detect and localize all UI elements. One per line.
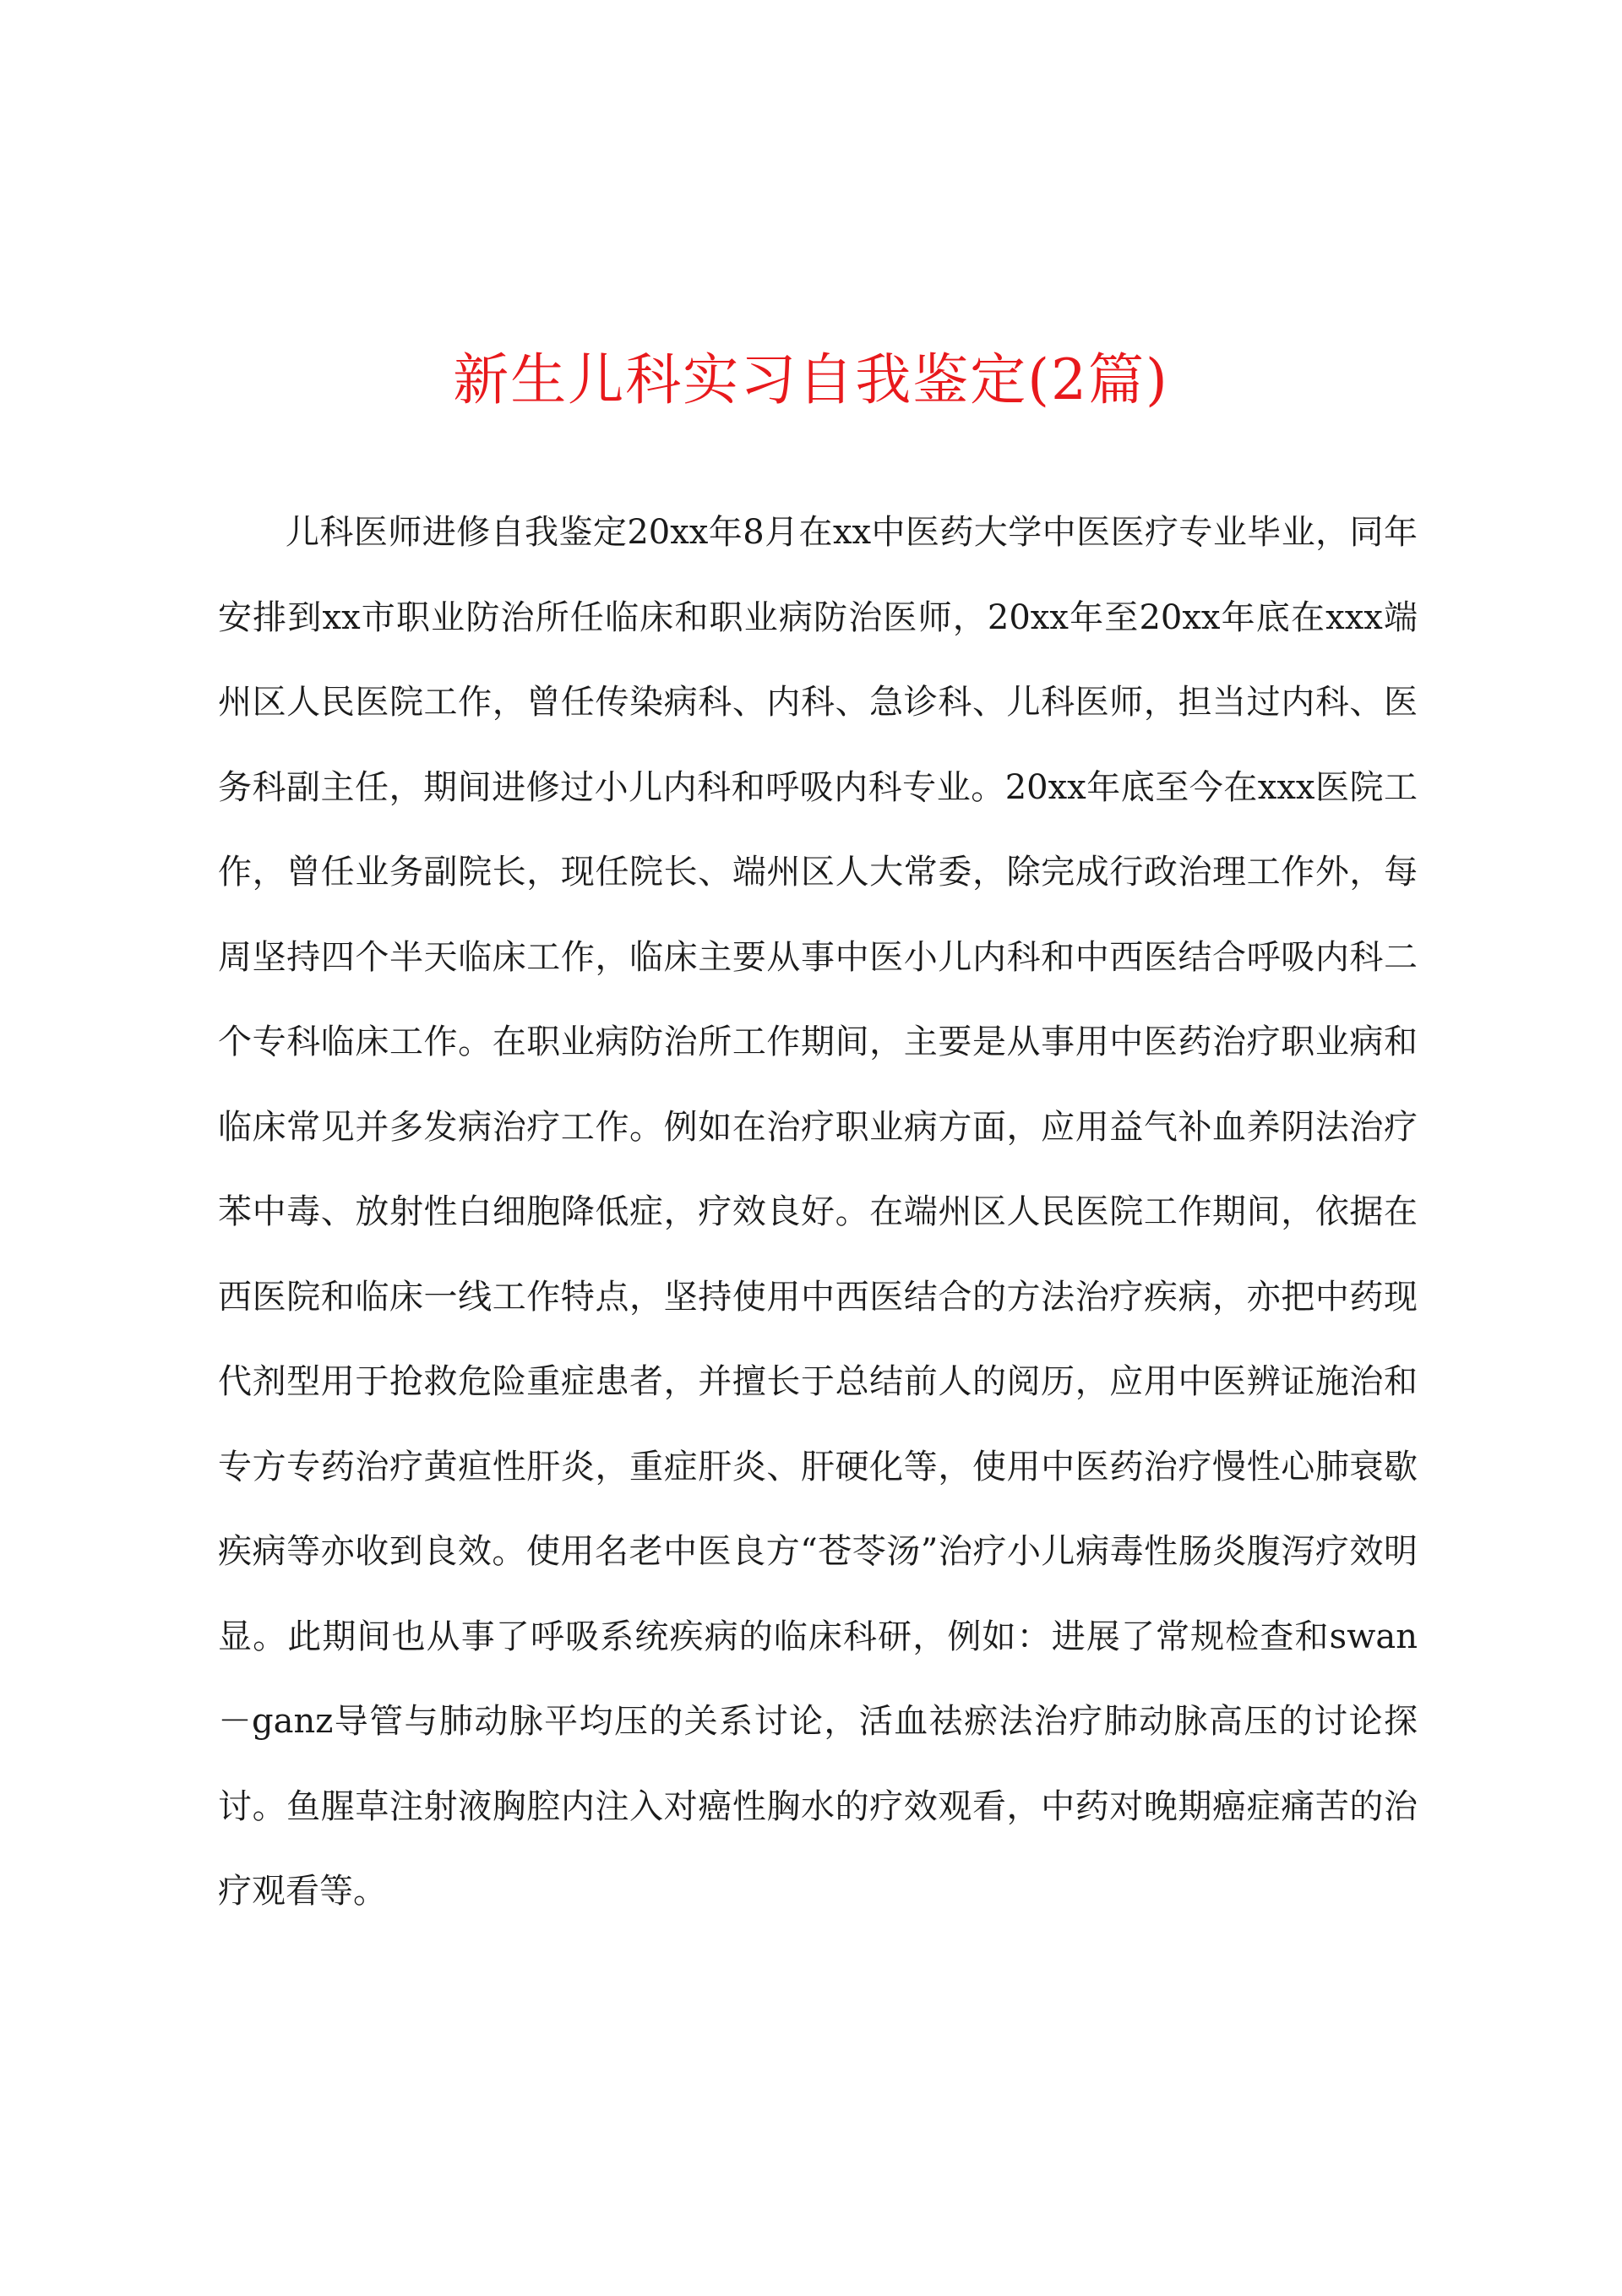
document-title: 新生儿科实习自我鉴定(2篇) [453, 347, 1169, 412]
body-paragraph: 儿科医师进修自我鉴定20xx年8月在xx中医药大学中医医疗专业毕业，同年安排到xx市职业防治所任临床和职业病防治医师，20xx年至20xx年底在xxx端州区人民医院工作，曾任传染病科、内科、急诊科、儿科医师，担当过内科、医务科副主任，期间进修过小儿内科和呼吸内科专业。20xx年底至今在xxx医院工作，曾任业务副院长，现任院长、端州区人大常委，除完成行政治理工作外，每周坚持四个半天临床工作，临床主要从事中医小儿内科和中西医结合呼吸内科二个专科临床工作。在职业病防治所工作期间，主要是从事用中医药治疗职业病和临床常见并多发病治疗工作。例如在治疗职业病方面，应用益气补血养阴法治疗苯中毒、放射性白细胞降低症，疗效良好。在端州区人民医院工作期间，依据在西医院和临床一线工作特点，坚持使用中西医结合的方法治疗疾病，亦把中药现代剂型用于抢救危险重症患者，并擅长于总结前人的阅历，应用中医辨证施治和专方专药治疗黄疸性肝炎，重症肝炎、肝硬化等，使用中医药治疗慢性心肺衰歇疾病等亦收到良效。使用名老中医良方“苍苓汤”治疗小儿病毒性肠炎腹泻疗效明显。此期间也从事了呼吸系统疾病的临床科研，例如：进展了常规检查和swan－ganz导管与肺动脉平均压的关系讨论，活血祛瘀法治疗肺动脉高压的讨论探讨。鱼腥草注射液胸腔内注入对癌性胸水的疗效观看，中药对晚期癌症痛苦的治疗观看等。 [218, 513, 1418, 1911]
